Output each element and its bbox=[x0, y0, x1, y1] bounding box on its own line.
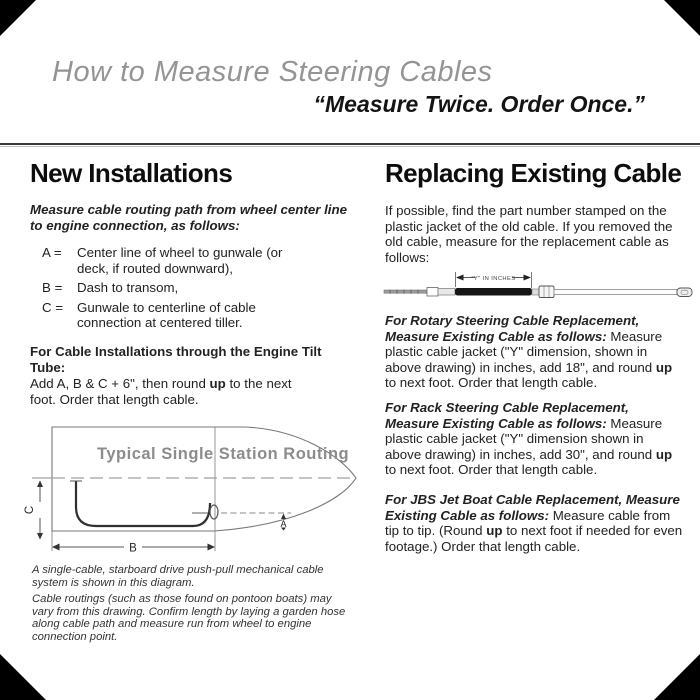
page-title: How to Measure Steering Cables bbox=[52, 56, 493, 88]
dim-c-label: C bbox=[24, 505, 36, 515]
cable-nut bbox=[539, 286, 554, 298]
section-rotary: For Rotary Steering Cable Replacement, Measure Existing Cable as follows: Measure plastic cable jacket ("Y" dimension, shown in above drawing) in inches, add 18", and round up to next foot. Order that length cable. bbox=[385, 313, 673, 391]
tilt-tube-heading: For Cable Installations through the Engine Tilt Tube: bbox=[30, 344, 322, 375]
page-tagline: “Measure Twice. Order Once.” bbox=[313, 91, 645, 117]
right-heading: Replacing Existing Cable bbox=[385, 158, 682, 188]
dim-y-arrow-left bbox=[456, 275, 464, 281]
corner-cut-bottom-left bbox=[0, 654, 46, 700]
boat-hull-outline bbox=[52, 427, 356, 531]
section-rack: For Rack Steering Cable Replacement, Measure Existing Cable as follows: Measure plastic cable jacket ("Y" dimension shown in above drawing) in inches, add 30", and round up to next foot. Order that length cable. bbox=[385, 400, 673, 478]
tilt-tube-body: Add A, B & C + 6", then round up to the next foot. Order that length cable. bbox=[30, 376, 292, 407]
measurement-item-a bbox=[42, 245, 314, 276]
measurement-key: C = bbox=[42, 299, 64, 315]
header-rule-shadow bbox=[0, 146, 700, 147]
cable-collar-2 bbox=[532, 289, 539, 295]
left-intro: Measure cable routing path from wheel center line to engine connection, as follows: bbox=[30, 202, 347, 233]
boat-diagram bbox=[20, 413, 365, 561]
cable-fitting bbox=[427, 288, 438, 297]
section-jet-boat: For JBS Jet Boat Cable Replacement, Measure Existing Cable as follows: Measure cable from tip to tip. (Round up to next foot if needed for even footage.) Order that length cable. bbox=[385, 492, 683, 554]
left-heading: New Installations bbox=[30, 158, 233, 188]
measurement-key: B = bbox=[42, 280, 63, 296]
corner-cut-top-right bbox=[664, 0, 700, 36]
dim-y-arrow-right bbox=[524, 275, 532, 281]
measurement-key: A = bbox=[42, 245, 62, 260]
measurement-list bbox=[42, 245, 314, 331]
dim-b-label: B bbox=[129, 542, 137, 555]
measurement-item-b bbox=[42, 280, 314, 296]
corner-cut-top-left bbox=[0, 0, 36, 36]
cable-collar bbox=[438, 289, 455, 296]
cable-route-line bbox=[76, 481, 210, 526]
dim-b-arrow-left bbox=[52, 544, 60, 551]
dim-c-arrow-down bbox=[37, 533, 43, 540]
cable-threaded-rod bbox=[384, 290, 427, 293]
cable-end-fitting bbox=[677, 288, 692, 297]
cable-jacket bbox=[455, 288, 532, 296]
cable-tube bbox=[554, 290, 677, 295]
header-rule bbox=[0, 143, 700, 145]
corner-cut-bottom-right bbox=[654, 654, 700, 700]
steering-wheel-icon bbox=[210, 505, 218, 519]
diagram-note-1: A single-cable, starboard drive push-pull mechanical cable system is shown in this diagram. bbox=[32, 564, 324, 589]
measurement-text: Center line of wheel to gunwale (or deck, if routed downward), bbox=[77, 245, 283, 276]
measurement-text: Dash to transom, bbox=[77, 280, 179, 296]
diagram-caption: Typical Single Station Routing bbox=[97, 445, 350, 463]
diagram-note-2: Cable routings (such as those found on pontoon boats) may vary from this drawing. Confirm length by laying a garden hose along cable path and measure run from wheel to engine connection point. bbox=[32, 593, 346, 643]
dim-a-label: A bbox=[280, 519, 287, 529]
dim-y-label: "Y" IN INCHES bbox=[471, 276, 516, 282]
measurement-item-c bbox=[42, 300, 314, 331]
dim-b-arrow-right bbox=[208, 544, 216, 551]
measurement-text: Gunwale to centerline of cable connection at centered tiller. bbox=[77, 299, 256, 331]
right-intro: If possible, find the part number stamped on the plastic jacket of the old cable. If you removed the old cable, measure for the replacement cable as follows: bbox=[385, 203, 673, 265]
cable-diagram bbox=[380, 270, 698, 302]
dim-c-arrow-up bbox=[37, 481, 43, 488]
